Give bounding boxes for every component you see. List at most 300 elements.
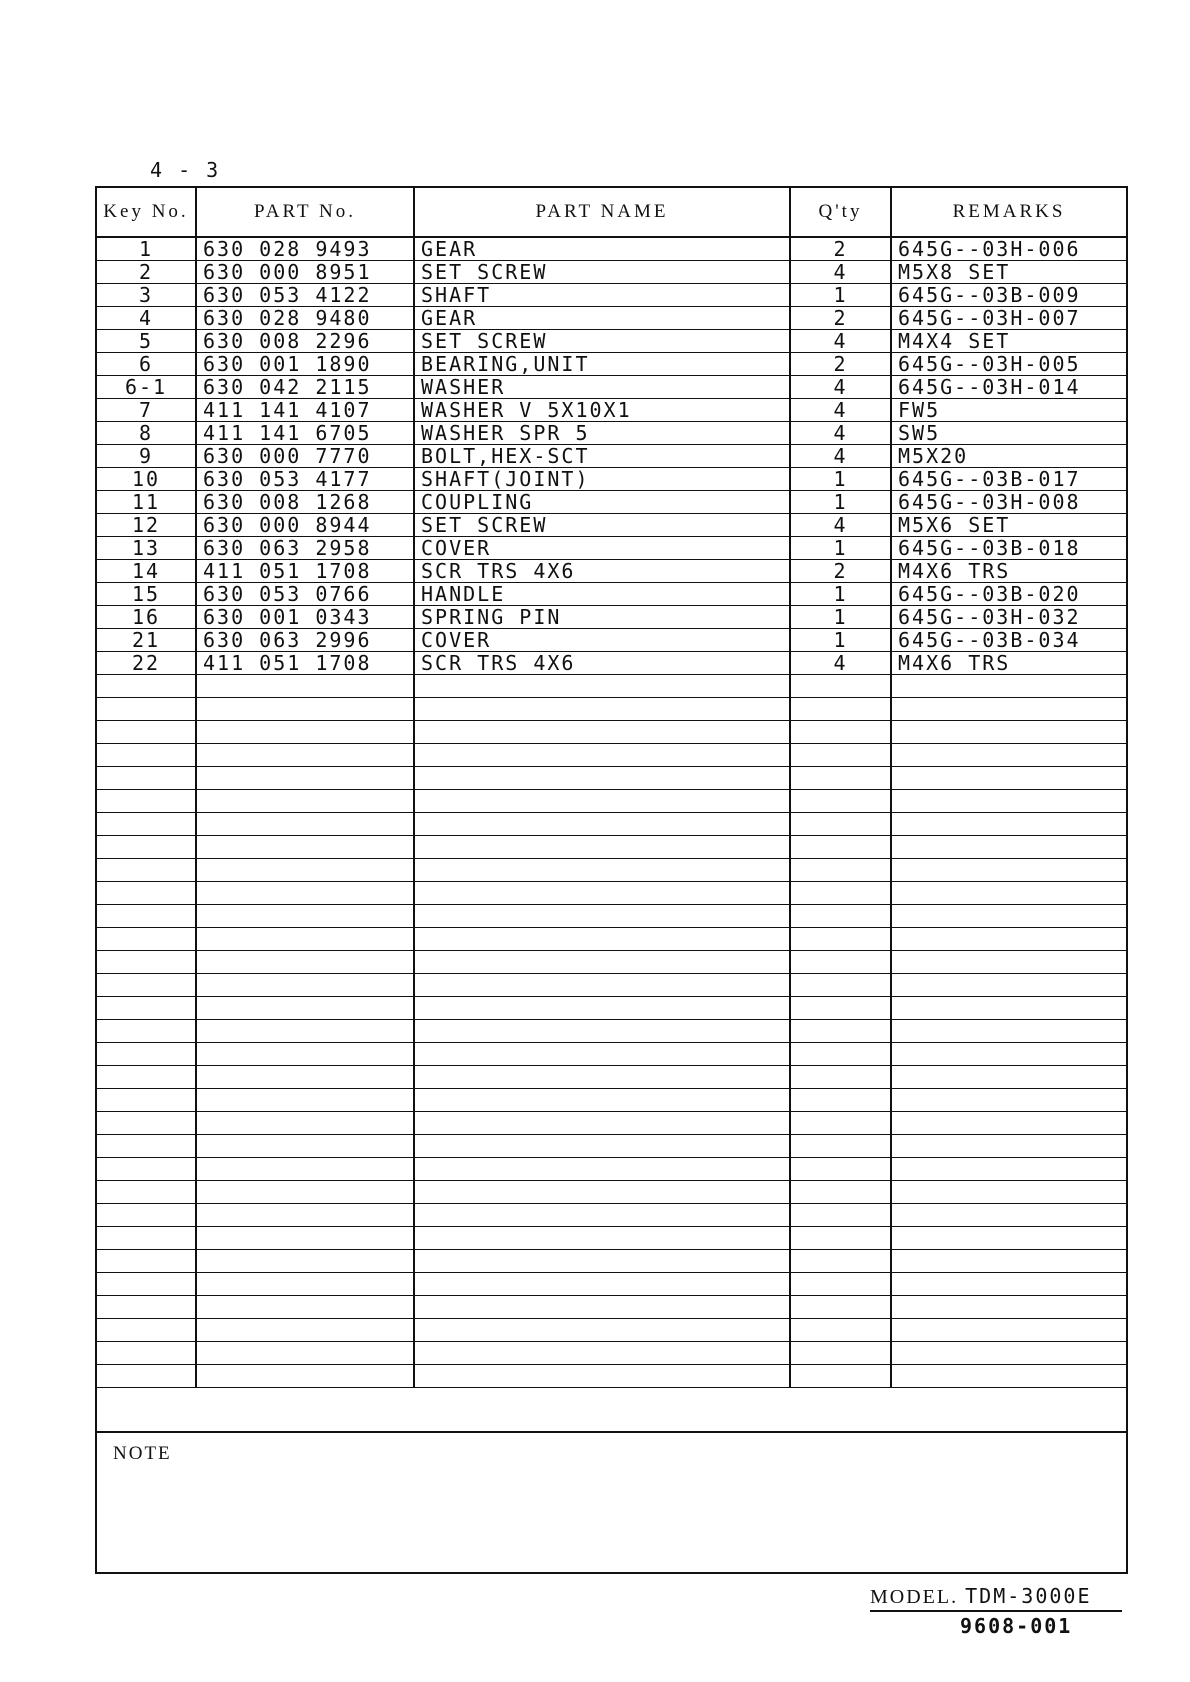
header-part-no: PART No. xyxy=(196,188,414,237)
table-row xyxy=(97,376,1126,399)
empty-table-row xyxy=(97,1112,1126,1135)
cell-remarks xyxy=(891,1089,1126,1112)
cell-key-no xyxy=(97,974,196,997)
cell-key-no: 12 xyxy=(97,514,196,537)
cell-part-no: 630 028 9493 xyxy=(196,237,414,261)
cell-key-no: 1 xyxy=(97,237,196,261)
cell-remarks: FW5 xyxy=(891,399,1126,422)
cell-qty: 1 xyxy=(790,537,891,560)
cell-part-name xyxy=(414,813,790,836)
cell-part-no xyxy=(196,951,414,974)
cell-part-no: 630 000 8951 xyxy=(196,261,414,284)
cell-qty xyxy=(790,1112,891,1135)
cell-key-no xyxy=(97,813,196,836)
cell-qty: 4 xyxy=(790,399,891,422)
cell-qty: 4 xyxy=(790,422,891,445)
empty-table-row xyxy=(97,1342,1126,1365)
cell-remarks: 645G--03H-014 xyxy=(891,376,1126,399)
cell-part-no xyxy=(196,1020,414,1043)
cell-part-no: 630 028 9480 xyxy=(196,307,414,330)
cell-key-no: 16 xyxy=(97,606,196,629)
cell-remarks xyxy=(891,675,1126,698)
cell-key-no xyxy=(97,1089,196,1112)
empty-table-row xyxy=(97,1227,1126,1250)
cell-part-no xyxy=(196,767,414,790)
cell-qty xyxy=(790,882,891,905)
cell-part-name xyxy=(414,721,790,744)
model-value: TDM-3000E xyxy=(965,1584,1092,1608)
cell-part-no: 630 063 2958 xyxy=(196,537,414,560)
cell-key-no xyxy=(97,997,196,1020)
empty-table-row xyxy=(97,790,1126,813)
cell-remarks: 645G--03B-018 xyxy=(891,537,1126,560)
cell-part-no: 630 008 1268 xyxy=(196,491,414,514)
cell-remarks: M5X8 SET xyxy=(891,261,1126,284)
cell-key-no: 3 xyxy=(97,284,196,307)
cell-part-no xyxy=(196,1319,414,1342)
table-row xyxy=(97,353,1126,376)
cell-qty: 2 xyxy=(790,307,891,330)
table-header-row xyxy=(97,188,1126,237)
cell-key-no xyxy=(97,1204,196,1227)
cell-key-no: 5 xyxy=(97,330,196,353)
cell-part-no xyxy=(196,882,414,905)
cell-part-no xyxy=(196,905,414,928)
cell-key-no xyxy=(97,698,196,721)
empty-table-row xyxy=(97,1135,1126,1158)
cell-part-name: SET SCREW xyxy=(414,514,790,537)
cell-part-no xyxy=(196,721,414,744)
empty-table-row xyxy=(97,836,1126,859)
cell-qty: 1 xyxy=(790,606,891,629)
empty-table-row xyxy=(97,859,1126,882)
cell-part-name: WASHER xyxy=(414,376,790,399)
empty-table-row xyxy=(97,1158,1126,1181)
empty-table-row xyxy=(97,1066,1126,1089)
cell-part-name: HANDLE xyxy=(414,583,790,606)
cell-key-no: 8 xyxy=(97,422,196,445)
cell-part-no xyxy=(196,1112,414,1135)
cell-remarks xyxy=(891,1135,1126,1158)
cell-key-no xyxy=(97,1135,196,1158)
cell-remarks xyxy=(891,1319,1126,1342)
cell-part-name xyxy=(414,698,790,721)
table-row xyxy=(97,261,1126,284)
cell-part-no xyxy=(196,1181,414,1204)
cell-key-no: 22 xyxy=(97,652,196,675)
cell-part-no xyxy=(196,997,414,1020)
cell-qty xyxy=(790,790,891,813)
cell-key-no: 13 xyxy=(97,537,196,560)
empty-table-row xyxy=(97,1204,1126,1227)
cell-key-no xyxy=(97,882,196,905)
cell-part-name xyxy=(414,997,790,1020)
cell-qty: 1 xyxy=(790,284,891,307)
cell-key-no xyxy=(97,859,196,882)
table-row xyxy=(97,514,1126,537)
empty-table-row xyxy=(97,744,1126,767)
cell-part-no xyxy=(196,1066,414,1089)
cell-key-no xyxy=(97,790,196,813)
empty-table-row xyxy=(97,951,1126,974)
cell-remarks: 645G--03B-034 xyxy=(891,629,1126,652)
cell-remarks xyxy=(891,882,1126,905)
cell-qty: 4 xyxy=(790,445,891,468)
cell-part-name: GEAR xyxy=(414,237,790,261)
table-row xyxy=(97,237,1126,261)
cell-remarks xyxy=(891,1158,1126,1181)
cell-part-no: 411 141 6705 xyxy=(196,422,414,445)
cell-key-no: 21 xyxy=(97,629,196,652)
cell-remarks xyxy=(891,1204,1126,1227)
cell-part-no xyxy=(196,744,414,767)
cell-remarks xyxy=(891,1342,1126,1365)
cell-part-name xyxy=(414,836,790,859)
cell-qty: 2 xyxy=(790,237,891,261)
cell-remarks: 645G--03B-009 xyxy=(891,284,1126,307)
cell-key-no xyxy=(97,1365,196,1388)
cell-key-no xyxy=(97,1158,196,1181)
cell-key-no xyxy=(97,721,196,744)
cell-part-name xyxy=(414,1158,790,1181)
cell-part-name xyxy=(414,951,790,974)
cell-remarks xyxy=(891,1112,1126,1135)
cell-part-no xyxy=(196,974,414,997)
cell-qty xyxy=(790,1250,891,1273)
cell-part-no: 630 053 4122 xyxy=(196,284,414,307)
cell-key-no: 15 xyxy=(97,583,196,606)
cell-part-name: SET SCREW xyxy=(414,330,790,353)
empty-table-row xyxy=(97,928,1126,951)
cell-part-no: 411 141 4107 xyxy=(196,399,414,422)
cell-part-no xyxy=(196,1043,414,1066)
cell-part-no: 630 008 2296 xyxy=(196,330,414,353)
cell-key-no: 11 xyxy=(97,491,196,514)
cell-remarks xyxy=(891,836,1126,859)
cell-part-name xyxy=(414,1135,790,1158)
cell-remarks: M5X6 SET xyxy=(891,514,1126,537)
empty-table-row xyxy=(97,767,1126,790)
cell-part-name xyxy=(414,928,790,951)
cell-part-name: COVER xyxy=(414,537,790,560)
cell-qty xyxy=(790,1066,891,1089)
table-row xyxy=(97,652,1126,675)
model-line xyxy=(870,1584,1122,1612)
note-label: NOTE xyxy=(113,1443,172,1464)
cell-remarks: 645G--03H-007 xyxy=(891,307,1126,330)
cell-key-no xyxy=(97,1250,196,1273)
cell-qty: 4 xyxy=(790,261,891,284)
cell-qty xyxy=(790,1020,891,1043)
cell-part-no xyxy=(196,1158,414,1181)
cell-remarks: 645G--03H-005 xyxy=(891,353,1126,376)
empty-table-row xyxy=(97,997,1126,1020)
cell-remarks xyxy=(891,1365,1126,1388)
cell-part-name xyxy=(414,1066,790,1089)
cell-part-name: SET SCREW xyxy=(414,261,790,284)
cell-part-name: SHAFT(JOINT) xyxy=(414,468,790,491)
cell-remarks: M4X6 TRS xyxy=(891,652,1126,675)
cell-key-no xyxy=(97,1342,196,1365)
cell-part-name: COUPLING xyxy=(414,491,790,514)
cell-key-no xyxy=(97,1296,196,1319)
cell-remarks xyxy=(891,698,1126,721)
cell-qty xyxy=(790,1273,891,1296)
cell-qty xyxy=(790,744,891,767)
cell-part-no xyxy=(196,698,414,721)
empty-table-row xyxy=(97,1181,1126,1204)
cell-part-name xyxy=(414,675,790,698)
table-row xyxy=(97,422,1126,445)
cell-part-no: 630 042 2115 xyxy=(196,376,414,399)
cell-part-no xyxy=(196,813,414,836)
cell-part-name xyxy=(414,1227,790,1250)
cell-key-no: 7 xyxy=(97,399,196,422)
cell-remarks xyxy=(891,974,1126,997)
cell-qty xyxy=(790,836,891,859)
table-row xyxy=(97,583,1126,606)
cell-remarks: M4X6 TRS xyxy=(891,560,1126,583)
cell-key-no xyxy=(97,1112,196,1135)
cell-qty: 1 xyxy=(790,583,891,606)
empty-table-row xyxy=(97,1089,1126,1112)
cell-part-name: SPRING PIN xyxy=(414,606,790,629)
cell-part-name xyxy=(414,1342,790,1365)
cell-remarks xyxy=(891,905,1126,928)
empty-table-row xyxy=(97,1296,1126,1319)
cell-qty xyxy=(790,1158,891,1181)
cell-key-no xyxy=(97,1227,196,1250)
cell-qty: 1 xyxy=(790,468,891,491)
cell-part-name: SCR TRS 4X6 xyxy=(414,560,790,583)
cell-remarks xyxy=(891,1250,1126,1273)
cell-qty: 2 xyxy=(790,560,891,583)
cell-part-no: 411 051 1708 xyxy=(196,560,414,583)
empty-table-row xyxy=(97,675,1126,698)
section-number: 4 - 3 xyxy=(150,158,221,182)
empty-table-row xyxy=(97,1020,1126,1043)
cell-qty xyxy=(790,974,891,997)
cell-qty xyxy=(790,1135,891,1158)
cell-remarks: M5X20 xyxy=(891,445,1126,468)
cell-qty xyxy=(790,767,891,790)
cell-remarks xyxy=(891,997,1126,1020)
cell-key-no xyxy=(97,767,196,790)
cell-qty: 4 xyxy=(790,330,891,353)
cell-key-no xyxy=(97,951,196,974)
parts-list-sheet xyxy=(95,186,1128,1574)
cell-key-no xyxy=(97,675,196,698)
cell-part-name xyxy=(414,1089,790,1112)
cell-part-name xyxy=(414,744,790,767)
cell-remarks xyxy=(891,1020,1126,1043)
cell-part-no xyxy=(196,1273,414,1296)
table-row xyxy=(97,399,1126,422)
model-label: MODEL. xyxy=(870,1586,959,1608)
cell-remarks: 645G--03H-032 xyxy=(891,606,1126,629)
cell-qty: 4 xyxy=(790,514,891,537)
cell-part-no: 630 053 0766 xyxy=(196,583,414,606)
empty-table-row xyxy=(97,813,1126,836)
cell-part-name: BEARING,UNIT xyxy=(414,353,790,376)
cell-part-no xyxy=(196,928,414,951)
cell-remarks xyxy=(891,928,1126,951)
cell-qty xyxy=(790,1089,891,1112)
cell-qty: 4 xyxy=(790,376,891,399)
cell-part-name: COVER xyxy=(414,629,790,652)
table-row xyxy=(97,606,1126,629)
cell-qty xyxy=(790,951,891,974)
cell-part-name xyxy=(414,1365,790,1388)
cell-remarks xyxy=(891,1227,1126,1250)
cell-part-name xyxy=(414,882,790,905)
cell-qty xyxy=(790,997,891,1020)
cell-part-name xyxy=(414,974,790,997)
cell-remarks xyxy=(891,1296,1126,1319)
cell-remarks xyxy=(891,859,1126,882)
cell-part-name: BOLT,HEX-SCT xyxy=(414,445,790,468)
table-row xyxy=(97,491,1126,514)
cell-key-no: 10 xyxy=(97,468,196,491)
cell-remarks: M4X4 SET xyxy=(891,330,1126,353)
cell-part-no: 411 051 1708 xyxy=(196,652,414,675)
cell-qty xyxy=(790,675,891,698)
note-area xyxy=(97,1431,1126,1572)
table-row xyxy=(97,307,1126,330)
cell-part-name: WASHER V 5X10X1 xyxy=(414,399,790,422)
cell-part-name xyxy=(414,790,790,813)
cell-key-no xyxy=(97,1273,196,1296)
cell-part-name xyxy=(414,1296,790,1319)
cell-part-name xyxy=(414,1112,790,1135)
cell-part-name xyxy=(414,859,790,882)
cell-remarks xyxy=(891,1043,1126,1066)
cell-part-no xyxy=(196,1089,414,1112)
table-body xyxy=(97,237,1126,1388)
table-row xyxy=(97,330,1126,353)
cell-key-no xyxy=(97,1020,196,1043)
cell-remarks xyxy=(891,767,1126,790)
cell-qty xyxy=(790,1365,891,1388)
table-row xyxy=(97,468,1126,491)
empty-table-row xyxy=(97,721,1126,744)
cell-part-no: 630 000 8944 xyxy=(196,514,414,537)
cell-part-name xyxy=(414,767,790,790)
cell-remarks xyxy=(891,1273,1126,1296)
cell-part-no: 630 063 2996 xyxy=(196,629,414,652)
empty-table-row xyxy=(97,1043,1126,1066)
table-row xyxy=(97,537,1126,560)
cell-qty xyxy=(790,1319,891,1342)
cell-qty xyxy=(790,1342,891,1365)
cell-part-no xyxy=(196,1204,414,1227)
cell-key-no: 6 xyxy=(97,353,196,376)
cell-remarks xyxy=(891,790,1126,813)
cell-part-name xyxy=(414,1273,790,1296)
empty-table-row xyxy=(97,1273,1126,1296)
cell-qty: 4 xyxy=(790,652,891,675)
cell-key-no: 14 xyxy=(97,560,196,583)
cell-part-name: GEAR xyxy=(414,307,790,330)
cell-part-name xyxy=(414,1181,790,1204)
cell-qty xyxy=(790,698,891,721)
cell-qty: 1 xyxy=(790,491,891,514)
cell-remarks: 645G--03B-017 xyxy=(891,468,1126,491)
header-part-name: PART NAME xyxy=(414,188,790,237)
cell-key-no: 6-1 xyxy=(97,376,196,399)
cell-part-name xyxy=(414,905,790,928)
cell-remarks: 645G--03H-008 xyxy=(891,491,1126,514)
table-row xyxy=(97,284,1126,307)
cell-part-name: SHAFT xyxy=(414,284,790,307)
cell-part-no xyxy=(196,1296,414,1319)
header-remarks: REMARKS xyxy=(891,188,1126,237)
cell-qty: 2 xyxy=(790,353,891,376)
cell-part-no: 630 053 4177 xyxy=(196,468,414,491)
cell-part-no xyxy=(196,1365,414,1388)
cell-qty xyxy=(790,721,891,744)
table-row xyxy=(97,629,1126,652)
empty-table-row xyxy=(97,905,1126,928)
cell-qty xyxy=(790,813,891,836)
cell-part-no xyxy=(196,1250,414,1273)
cell-key-no xyxy=(97,836,196,859)
cell-part-name: WASHER SPR 5 xyxy=(414,422,790,445)
cell-remarks xyxy=(891,744,1126,767)
table-row xyxy=(97,445,1126,468)
cell-qty xyxy=(790,1204,891,1227)
empty-table-row xyxy=(97,698,1126,721)
cell-remarks xyxy=(891,813,1126,836)
empty-table-row xyxy=(97,882,1126,905)
cell-qty xyxy=(790,1181,891,1204)
cell-key-no xyxy=(97,928,196,951)
cell-part-no xyxy=(196,1227,414,1250)
empty-table-row xyxy=(97,1319,1126,1342)
cell-remarks xyxy=(891,721,1126,744)
empty-table-row xyxy=(97,1365,1126,1388)
cell-key-no xyxy=(97,1066,196,1089)
cell-part-no: 630 001 0343 xyxy=(196,606,414,629)
cell-remarks: 645G--03H-006 xyxy=(891,237,1126,261)
cell-remarks: SW5 xyxy=(891,422,1126,445)
cell-key-no xyxy=(97,1181,196,1204)
table-row xyxy=(97,560,1126,583)
cell-remarks: 645G--03B-020 xyxy=(891,583,1126,606)
cell-part-name xyxy=(414,1204,790,1227)
cell-key-no xyxy=(97,1319,196,1342)
cell-part-no xyxy=(196,1135,414,1158)
cell-part-no xyxy=(196,859,414,882)
cell-remarks xyxy=(891,1066,1126,1089)
cell-qty xyxy=(790,859,891,882)
header-qty: Q'ty xyxy=(790,188,891,237)
cell-part-no xyxy=(196,790,414,813)
cell-key-no: 9 xyxy=(97,445,196,468)
cell-part-name xyxy=(414,1043,790,1066)
cell-qty xyxy=(790,1296,891,1319)
cell-part-name: SCR TRS 4X6 xyxy=(414,652,790,675)
cell-qty: 1 xyxy=(790,629,891,652)
cell-qty xyxy=(790,905,891,928)
header-key-no: Key No. xyxy=(97,188,196,237)
document-code: 9608-001 xyxy=(960,1614,1073,1638)
cell-part-name xyxy=(414,1319,790,1342)
empty-table-row xyxy=(97,974,1126,997)
cell-part-no: 630 000 7770 xyxy=(196,445,414,468)
cell-key-no xyxy=(97,1043,196,1066)
cell-key-no: 2 xyxy=(97,261,196,284)
